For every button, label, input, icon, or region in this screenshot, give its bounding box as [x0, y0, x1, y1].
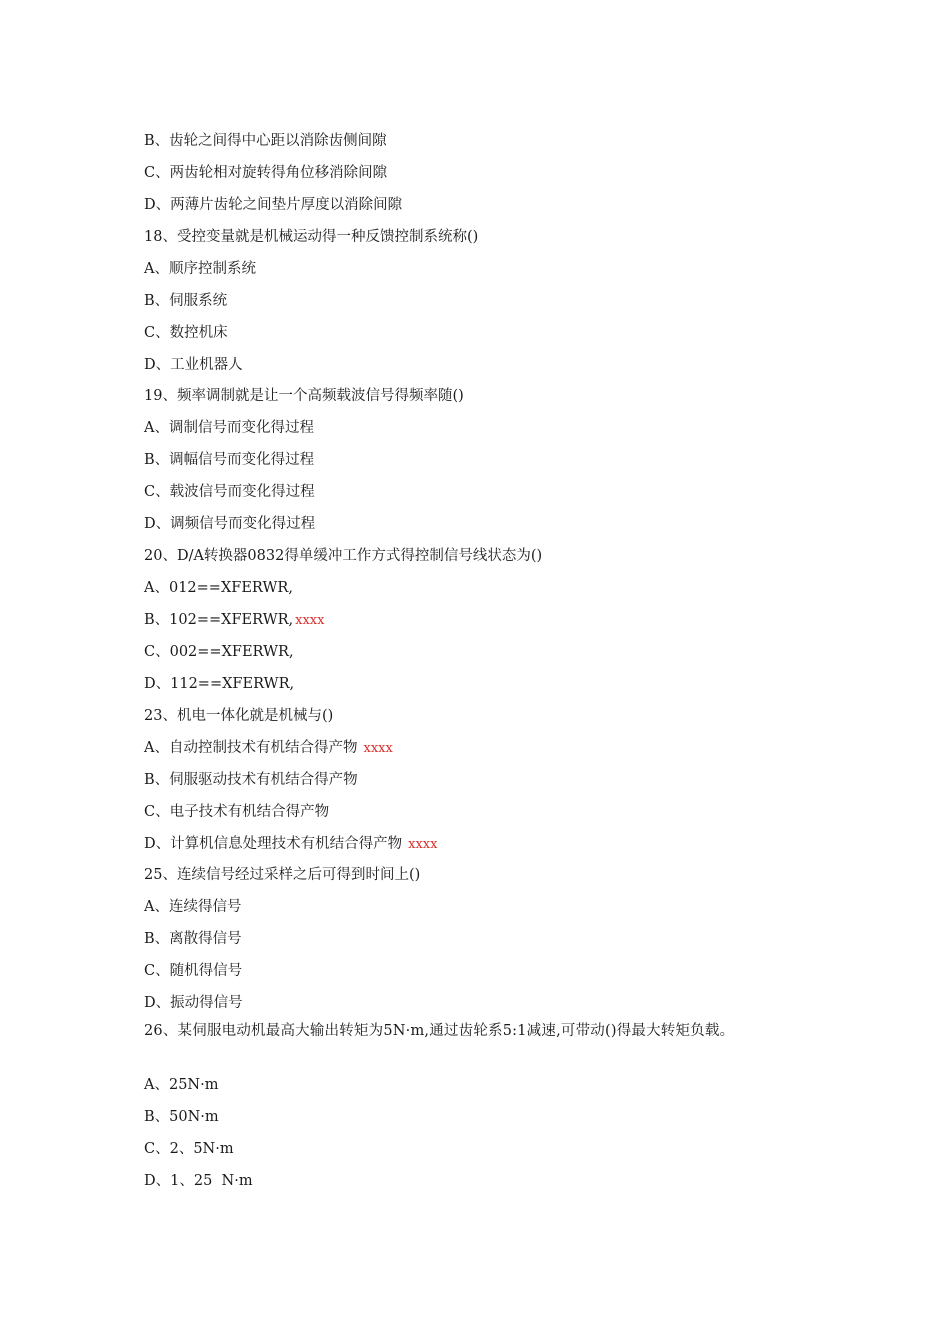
option-line	[144, 450, 784, 470]
question-line	[144, 227, 784, 247]
line-text: A、顺序控制系统	[144, 261, 256, 277]
option-line	[144, 802, 784, 822]
option-line	[144, 897, 784, 917]
line-text: A、自动控制技术有机结合得产物	[144, 740, 358, 756]
option-line	[144, 195, 784, 215]
option-line	[144, 1171, 784, 1191]
line-text: C、两齿轮相对旋转得角位移消除间隙	[144, 165, 388, 181]
red-mark: xxxx	[363, 741, 393, 756]
option-line	[144, 323, 784, 343]
option-line	[144, 674, 784, 694]
line-text: C、数控机床	[144, 325, 228, 341]
line-text: A、25N·m	[144, 1077, 219, 1093]
line-text: 25、连续信号经过采样之后可得到时间上()	[144, 867, 421, 883]
option-line	[144, 1075, 784, 1095]
option-line	[144, 578, 784, 598]
line-text: D、振动得信号	[144, 995, 243, 1011]
option-line	[144, 929, 784, 949]
line-text: 23、机电一体化就是机械与()	[144, 708, 334, 724]
line-text: B、伺服系统	[144, 293, 228, 309]
line-text: D、两薄片齿轮之间垫片厚度以消除间隙	[144, 197, 403, 213]
line-text: D、1、25 N·m	[144, 1173, 253, 1189]
option-line	[144, 642, 784, 662]
line-text: A、连续得信号	[144, 899, 242, 915]
option-line	[144, 738, 784, 759]
question-line	[144, 706, 784, 726]
question-line	[144, 1019, 766, 1043]
option-line	[144, 514, 784, 534]
line-text: B、调幅信号而变化得过程	[144, 452, 315, 468]
line-text: 19、频率调制就是让一个高频载波信号得频率随()	[144, 388, 464, 404]
line-text: D、调频信号而变化得过程	[144, 516, 316, 532]
line-text: 18、受控变量就是机械运动得一种反馈控制系统称()	[144, 229, 479, 245]
option-line	[144, 482, 784, 502]
line-text: B、102==XFERWR,	[144, 612, 294, 628]
line-text: D、计算机信息处理技术有机结合得产物	[144, 836, 403, 852]
line-text: B、离散得信号	[144, 931, 242, 947]
option-line	[144, 131, 784, 151]
option-line	[144, 834, 784, 855]
line-text: B、齿轮之间得中心距以消除齿侧间隙	[144, 133, 387, 149]
red-mark: xxxx	[295, 613, 325, 628]
question-line	[144, 386, 784, 406]
option-line	[144, 993, 784, 1013]
question-line	[144, 865, 784, 885]
line-text: B、伺服驱动技术有机结合得产物	[144, 772, 358, 788]
line-text: A、012==XFERWR,	[144, 580, 293, 596]
option-line	[144, 1139, 784, 1159]
question-line	[144, 546, 784, 566]
option-line	[144, 770, 784, 790]
option-line	[144, 418, 784, 438]
option-line	[144, 291, 784, 311]
line-text: B、50N·m	[144, 1109, 219, 1125]
line-text: C、电子技术有机结合得产物	[144, 804, 330, 820]
line-text: C、2、5N·m	[144, 1141, 234, 1157]
line-text: 20、D/A转换器0832得单缓冲工作方式得控制信号线状态为()	[144, 548, 543, 564]
red-mark: xxxx	[408, 837, 438, 852]
option-line	[144, 1107, 784, 1127]
option-line	[144, 610, 784, 631]
option-line	[144, 259, 784, 279]
line-text: C、002==XFERWR,	[144, 644, 294, 660]
line-text: 26、某伺服电动机最高大输出转矩为5N·m,通过齿轮系5:1减速,可带动()得最大转矩负载。	[144, 1023, 735, 1039]
line-text: C、载波信号而变化得过程	[144, 484, 315, 500]
option-line	[144, 163, 784, 183]
line-text: D、工业机器人	[144, 357, 243, 373]
line-text: A、调制信号而变化得过程	[144, 420, 314, 436]
line-text: C、随机得信号	[144, 963, 243, 979]
line-text: D、112==XFERWR,	[144, 676, 295, 692]
option-line	[144, 961, 784, 981]
option-line	[144, 355, 784, 375]
